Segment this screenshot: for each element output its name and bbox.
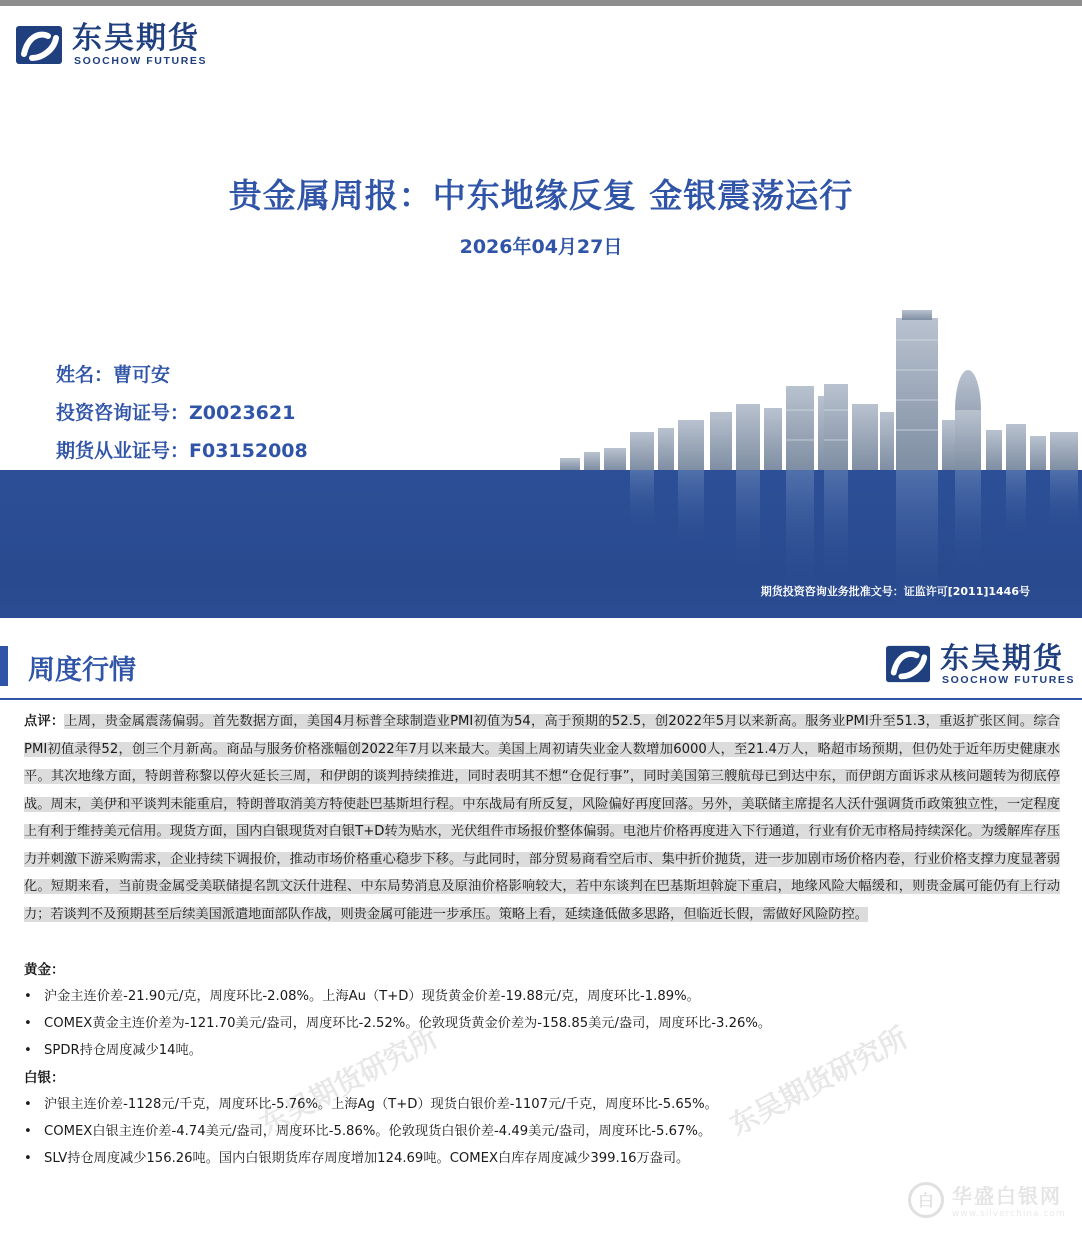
review-text: 上周，贵金属震荡偏弱。首先数据方面，美国4月标普全球制造业PMI初值为54，高于预期的52.5，创2022年5月以来新高。服务业PMI升至51.3，重返扩张区间。综合PMI初值录得52，创三个月新高。商品与服务价格涨幅创2022年7月以来最大。美国上周初请失业金人数增加6000人，至21.4万人，略超市场预期，但仍处于近年历史健康水平。其次地缘方面，特朗普称黎以停火延长三周，和伊朗的谈判持续推进，同时表明其不想“仓促行事”，同时美国第三艘航母已到达中东，而伊朗方面诉求从核问题转为彻底停战。周末，美伊和平谈判未能重启，特朗普取消美方特使赴巴基斯坦行程。中东战局有所反复，风险偏好再度回落。另外，美联储主席提名人沃什强调货币政策独立性，一定程度上有利于维持美元信用。现货方面，国内白银现货对白银T+D转为贴水，光伏组件市场报价整体偏弱。电池片价格再度进入下行通道，行业有价无市格局持续深化。为缓解库存压力并刺激下游采购需求，企业持续下调报价，推动市场价格重心稳步下移。与此同时，部分贸易商看空后市、集中折价抛货，进一步加剧市场价格内卷，行业价格支撑力度显著弱化。短期来看，当前贵金属受美联储提名凯文沃什进程、中东局势消息及原油价格影响较大，若中东谈判在巴基斯坦斡旋下重启，地缘风险大幅缓和，则贵金属可能仍有上行动力；若谈判不及预期甚至后续美国派遣地面部队作战，则贵金属可能进一步承压。策略上看，延续逢低做多思路，但临近长假，需做好风险防控。 xyxy=(24,714,1060,922)
section-title: 周度行情 xyxy=(28,655,136,686)
brand-logo-small xyxy=(884,642,1075,686)
silver-heading: 白银： xyxy=(24,1070,65,1086)
brand-name-cn: 东吴期货 xyxy=(940,641,1065,675)
author-name: 姓名：曹可安 xyxy=(56,364,171,386)
brand-name-en: SOOCHOW FUTURES xyxy=(942,674,1076,686)
watermark-text: 东吴期货研究所 xyxy=(254,1020,443,1142)
report-title: 贵金属周报：中东地缘反复 金银震荡运行 xyxy=(228,176,854,215)
review-paragraph xyxy=(24,708,1060,928)
review-label: 点评： xyxy=(24,714,65,729)
brand-name-cn: 东吴期货 xyxy=(72,21,200,56)
brand-name-en: SOOCHOW FUTURES xyxy=(74,55,208,67)
section-divider xyxy=(0,698,1082,700)
list-item: • COMEX黄金主连价差为-121.70美元/盎司，周度环比-2.52%。伦敦现货黄金价差为-158.85美元/盎司，周度环比-3.26%。 xyxy=(24,1016,772,1031)
advisor-license: 投资咨询证号：Z0023621 xyxy=(56,402,296,424)
corner-watermark-url: www.silverchina.com xyxy=(952,1209,1066,1219)
gold-heading: 黄金： xyxy=(24,962,65,978)
business-license-text: 期货投资咨询业务批准文号：证监许可[2011]1446号 xyxy=(760,585,1030,598)
list-item: • COMEX白银主连价差-4.74美元/盎司，周度环比-5.86%。伦敦现货白银价差-4.49美元/盎司，周度环比-5.67%。 xyxy=(24,1124,712,1139)
section-accent-bar xyxy=(0,646,8,686)
list-item: • 沪银主连价差-1128元/千克，周度环比-5.76%。上海Ag（T+D）现货白银价差-1107元/千克，周度环比-5.65%。 xyxy=(24,1097,718,1112)
corner-watermark-logo xyxy=(908,1180,1066,1219)
watermark-text: 东吴期货研究所 xyxy=(724,1020,913,1142)
list-item: • 沪金主连价差-21.90元/克，周度环比-2.08%。上海Au（T+D）现货黄金价差-19.88元/克，周度环比-1.89%。 xyxy=(24,989,700,1004)
corner-watermark-title: 华盛白银网 xyxy=(952,1184,1062,1208)
top-rule xyxy=(0,0,1082,6)
logo-mark-icon xyxy=(14,22,66,68)
brand-logo xyxy=(14,22,207,68)
futures-license: 期货从业证号：F03152008 xyxy=(56,440,308,462)
list-item: • SPDR持仓周度减少14吨。 xyxy=(24,1043,202,1058)
logo-mark-icon xyxy=(884,642,934,686)
silver-logo-icon: 白 xyxy=(908,1182,944,1218)
report-date: 2026年04月27日 xyxy=(459,236,623,258)
list-item: • SLV持仓周度减少156.26吨。国内白银期货库存周度增加124.69吨。COMEX白库存周度减少399.16万盎司。 xyxy=(24,1151,690,1166)
